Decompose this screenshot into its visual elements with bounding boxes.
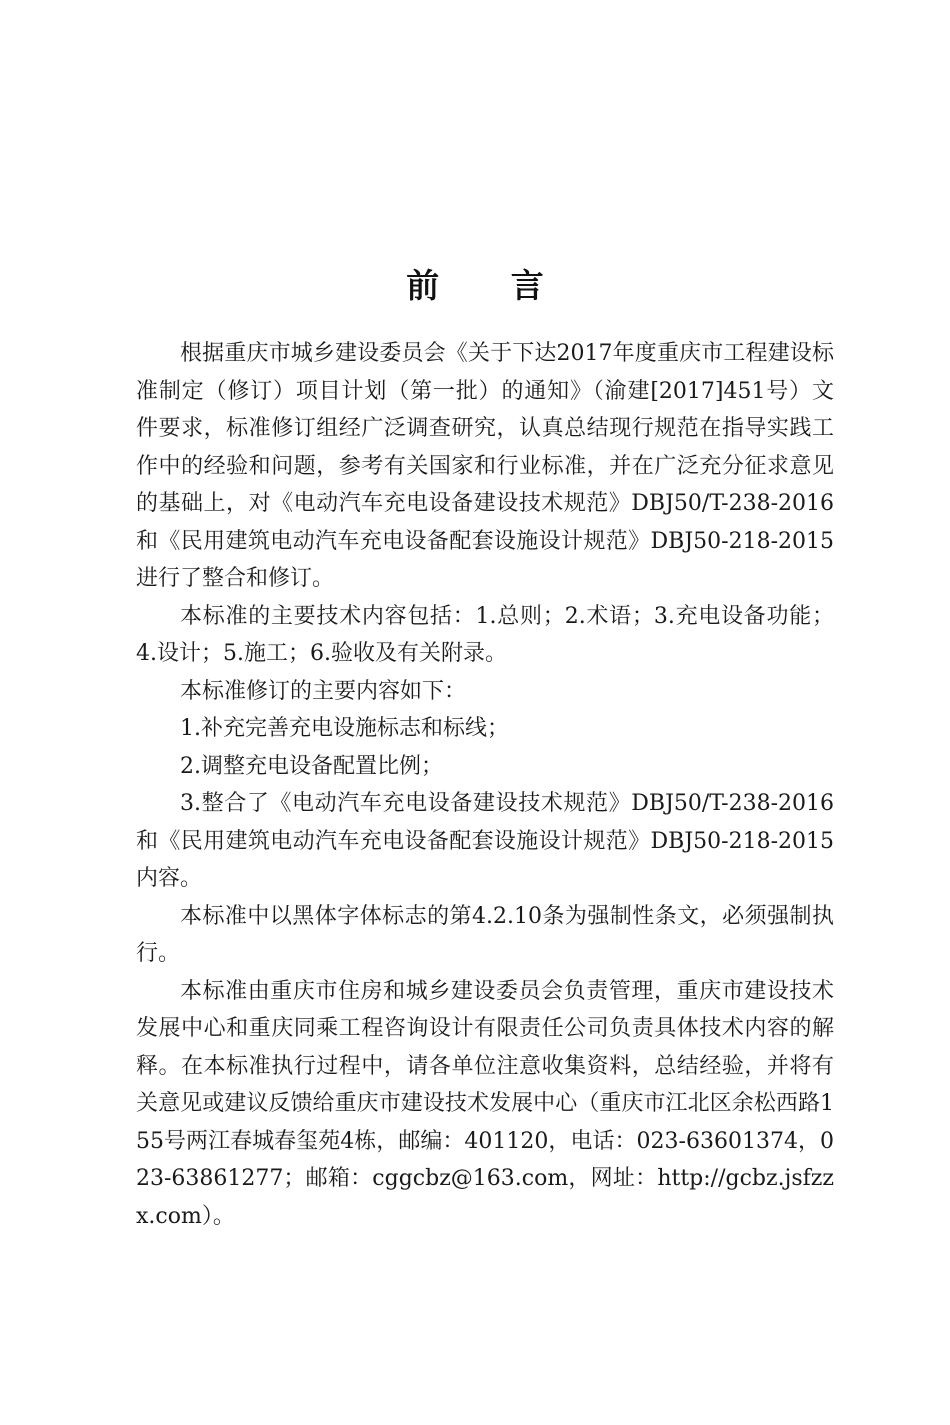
- paragraph-basis: 根据重庆市城乡建设委员会《关于下达2017年度重庆市工程建设标准制定（修订）项目计划（第一批）的通知》（渝建[2017]451号）文件要求，标准修订组经广泛调查研究，认真总结现行规范在指导实践工作中的经验和问题，参考有关国家和行业标准，并在广泛充分征求意见的基础上，对《电动汽车充电设备建设技术规范》DBJ50/T-238-2016和《民用建筑电动汽车充电设备配套设施设计规范》DBJ50-218-2015进行了整合和修订。: [136, 341, 834, 591]
- page-title: 前 言: [406, 266, 574, 306]
- revision-item-1: 1.补充完善充电设施标志和标线；: [180, 716, 509, 741]
- paragraph-management-contact: 本标准由重庆市住房和城乡建设委员会负责管理，重庆市建设技术发展中心和重庆同乘工程咨询设计有限责任公司负责具体技术内容的解释。在本标准执行过程中，请各单位注意收集资料，总结经验，并将有关意见或建议反馈给重庆市建设技术发展中心（重庆市江北区余松西路155号两江春城春玺苑4栋，邮编：401120，电话：023-63601374，023-63861277；邮箱：cggcbz@163.com，网址：http://gcbz.jsfzzx.com）。: [136, 978, 834, 1229]
- preface-body: [136, 335, 834, 1235]
- paragraph-revision-intro: 本标准修订的主要内容如下：: [180, 678, 467, 704]
- paragraph-technical-content: 本标准的主要技术内容包括：1.总则；2.术语；3.充电设备功能；4.设计；5.施工；6.验收及有关附录。: [136, 603, 834, 666]
- revision-item-2: 2.调整充电设备配置比例；: [180, 753, 443, 779]
- revision-item-3: 3.整合了《电动汽车充电设备建设技术规范》DBJ50/T-238-2016和《民用建筑电动汽车充电设备配套设施设计规范》DBJ50-218-2015内容。: [136, 791, 834, 891]
- paragraph-mandatory-clause: 本标准中以黑体字体标志的第4.2.10条为强制性条文，必须强制执行。: [136, 903, 834, 966]
